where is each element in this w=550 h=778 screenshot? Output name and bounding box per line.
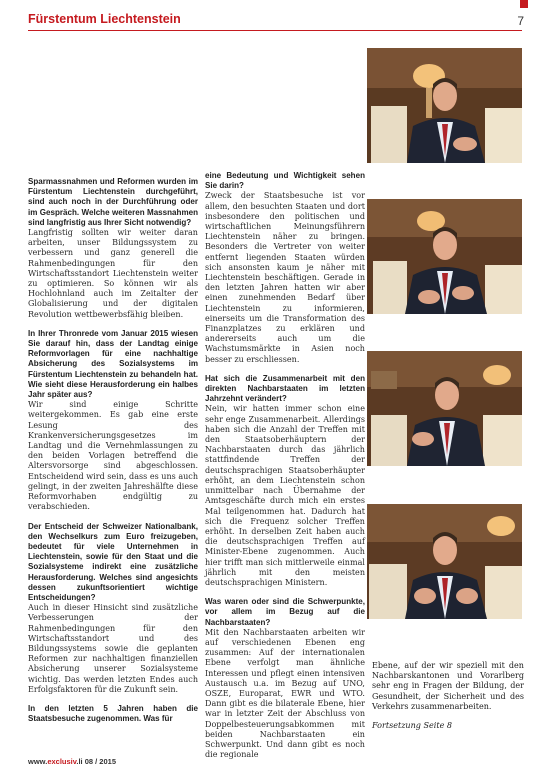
question: Sparmassnahmen und Reformen wurden im Fürstentum Liechtenstein durchgeführt, sind auch noch in der Durchführung oder im Gespräch. Welche weiteren Massnahmen sind langfristig aus Ihrer Sicht notwendig? (28, 177, 198, 227)
answer: Mit den Nachbarstaaten arbeiten wir auf verschiedenen Ebenen eng zusammen: Auf der internationalen Ebene verfolgt man ähnliche Interessen und pflegt einen intensiven Austausch u.a. im Bezug auf UNO, OSZE, Europarat, EWR und WTO. Dann gibt es die bilaterale Ebene, hier war in letzter Zeit der Abschluss von Doppelbesteuerungsabkommen mit beiden Nachbarstaaten ein Schwerpunkt. Und dann gibt es noch die regionale (205, 627, 365, 760)
question: eine Bedeutung und Wichtigkeit sehen Sie darin? (205, 171, 365, 191)
article-column-2 (205, 171, 365, 769)
interview-block (28, 329, 198, 513)
answer: Wir sind einige Schritte weitergekommen. Es gab eine erste Lesung des Krankenversicherungsgesetzes im Landtag und die Vernehmlassungen zu den beiden Vorlagen betreffend die Altersvorsorge sind abgeschlossen. Entscheidend wird sein, dass es uns auch gelingt, in der zweiten Jahreshälfte diese Reformvorhaben endgültig zu verabschieden. (28, 400, 198, 512)
portrait-photo-3 (367, 351, 522, 466)
interview-block (205, 374, 365, 588)
interview-block (205, 597, 365, 760)
portrait-photo-2 (367, 199, 522, 314)
header-rule (28, 30, 522, 31)
answer: Langfristig sollten wir weiter daran arbeiten, unser Bildungssystem zu verbessern und ganz generell die Rahmenbedingungen für den Wirtschaftsstandort Liechtenstein weiter zu optimieren. So können wir als Hochlohnland auch im Zeitalter der Globalisierung und der digitalen Revolution wettbewerbsfähig bleiben. (28, 228, 198, 319)
footer-site-name: exclusiv (47, 757, 77, 766)
question: In den letzten 5 Jahren haben die Staatsbesuche zugenommen. Was für (28, 703, 198, 724)
answer-continuation: Ebene, auf der wir speziell mit den Nachbarskantonen und Vorarlberg sehr eng in Fragen der Bildung, der Gesundheit, der Sicherheit und des Verkehrs zusammenarbeiten. (372, 661, 524, 711)
interview-block (205, 171, 365, 365)
page-number: 7 (517, 14, 524, 28)
corner-mark (520, 0, 528, 8)
article-column-3 (372, 661, 524, 740)
question: Was waren oder sind die Schwerpunkte, vor allem im Bezug auf die Nachbarstaaten? (205, 597, 365, 627)
question: Hat sich die Zusammenarbeit mit den direkten Nachbarstaaten im letzten Jahrzehnt verändert? (205, 373, 365, 404)
interview-block (28, 704, 198, 724)
portrait-photo-1 (367, 48, 522, 163)
article-column-1 (28, 177, 198, 733)
question: In Ihrer Thronrede vom Januar 2015 wiesen Sie darauf hin, dass der Landtag einige Reformvorlagen für eine nachhaltige Absicherung des Sozialsystems im Fürstentum Liechtenstein zu behandeln hat. Wie sieht diese Herausforderung ein halbes Jahr später aus? (28, 328, 198, 400)
footer-prefix: www. (28, 757, 48, 766)
interview-block (28, 522, 198, 695)
continued-note: Fortsetzung Seite 8 (372, 721, 453, 731)
section-title: Fürstentum Liechtenstein (28, 12, 181, 26)
interview-block (28, 177, 198, 320)
portrait-photo-4 (367, 504, 522, 619)
answer: Auch in dieser Hinsicht sind zusätzliche Verbesserungen der Rahmenbedingungen für den Wirtschaftsstandort und des Bildungssystems sowie die geplanten Reformen zur nachhaltigen finanziellen Absicherung unserer Sozialsysteme wichtig. Das werden letzten Endes auch Erfolgsfaktoren für die Zukunft sein. (28, 603, 198, 694)
answer: Nein, wir hatten immer schon eine sehr enge Zusammenarbeit. Allerdings haben sich die Anzahl der Treffen mit den Staatsoberhäuptern der Nachbarstaaten durch das jährlich stattfindende Treffen der deutschsprachigen Staatsoberhäupter erhöht, an dem Liechtenstein schon unmittelbar nach Übernahme der Amtsgeschäfte durch mich ein erstes Mal teilgenommen hat. Dadurch hat sich die Frequenz solcher Treffen erhöht. In derselben Zeit haben auch die deutschsprachigen Treffen auf Minister-Ebene zugenommen. Auch hier trifft man sich mittlerweile einmal jährlich mit den meisten deutschsprachigen Ministern. (205, 404, 365, 587)
footer-issue: .li 08 / 2015 (76, 757, 116, 766)
answer: Zweck der Staatsbesuche ist vor allem, den besuchten Staaten und dort insbesondere den politischen und wirtschaftlichen Meinungsführern Liechtenstein näher zu bringen. Besonders die Vertreter von weiter entfernt liegenden Staaten würden sich ansonsten kaum je näher mit Liechtenstein beschäftigen. Gerade in den letzten Jahren hatten wir aber einen zunehmenden Bedarf über Liechtenstein zu informieren, einerseits um die Transformation des Finanzplatzes zu erklären und andererseits auch um die Wachstumsmärkte in Asien noch besser zu erschliessen. (205, 191, 365, 364)
footer (28, 757, 116, 766)
question: Der Entscheid der Schweizer Nationalbank, den Wechselkurs zum Euro freizugeben, bedeutet für viele Unternehmen in Liechtenstein, sowie für den Staat und die Sozialsysteme indirekt eine zusätzliche Herausforderung. Welches sind angesichts dessen zukunftsorientiert wichtige Entscheidungen? (28, 521, 198, 602)
